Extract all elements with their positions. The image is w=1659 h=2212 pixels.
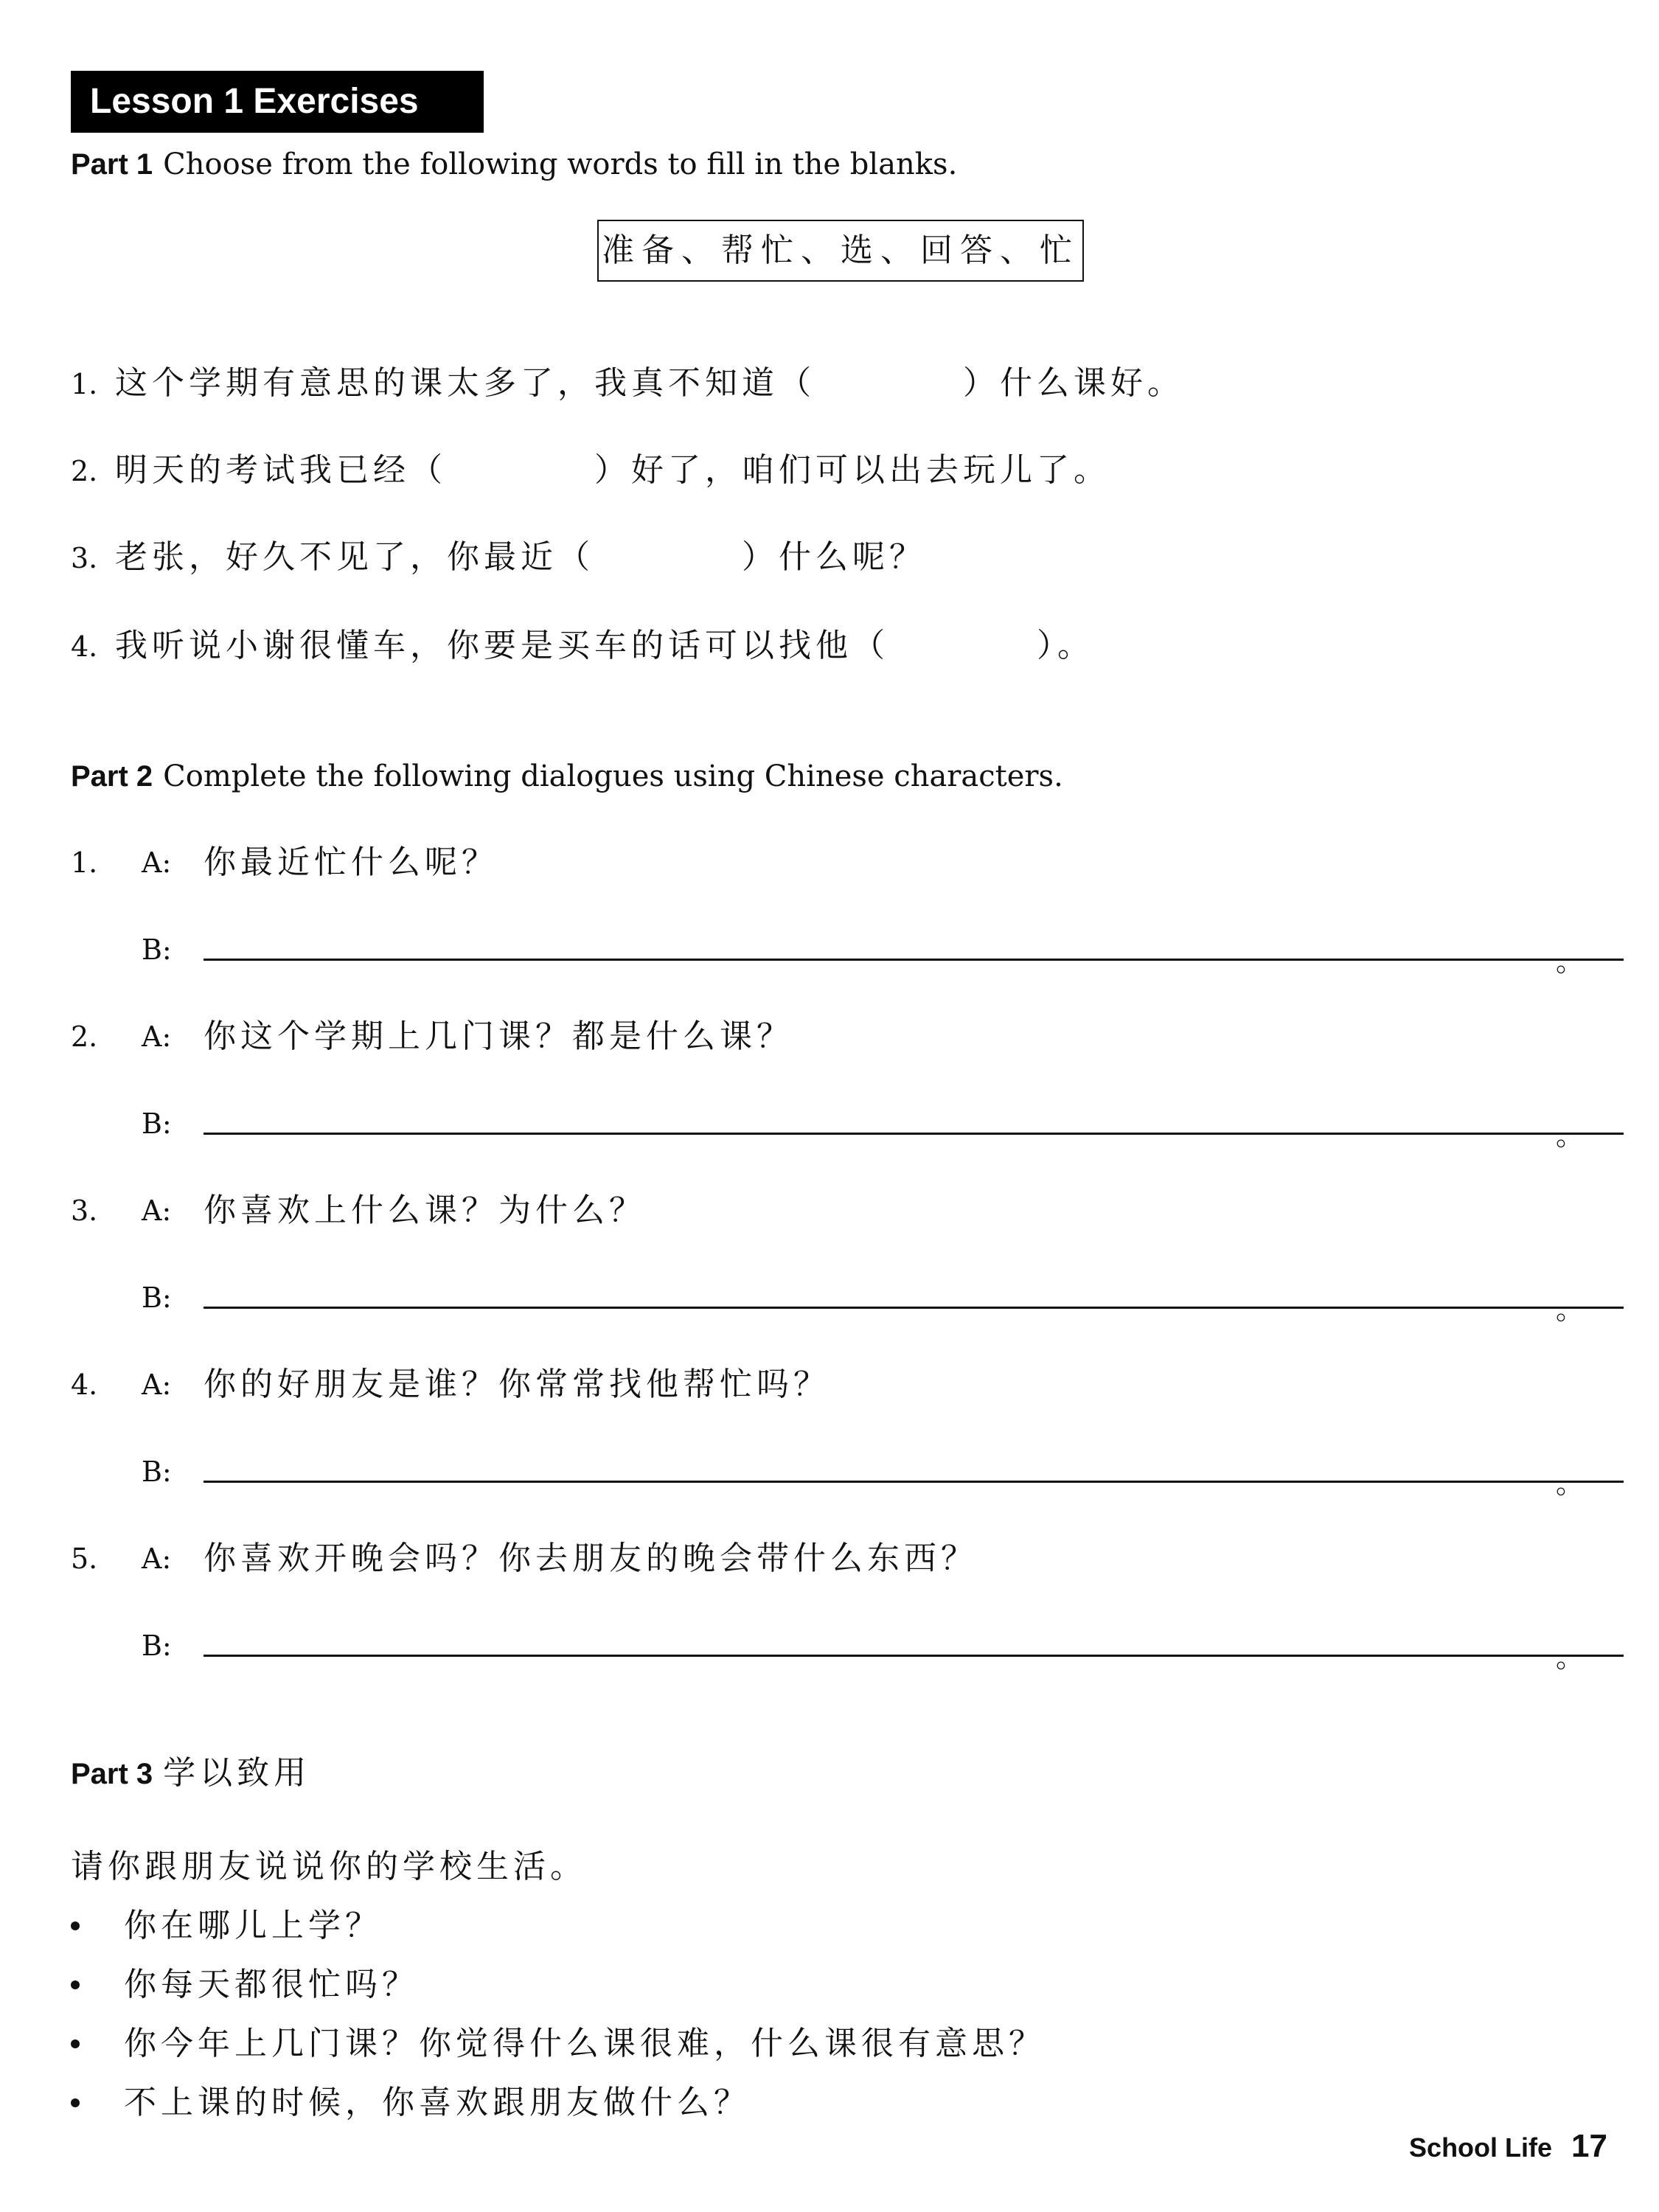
- bullet-dot: [71, 1921, 80, 1930]
- bullet-text: 你每天都很忙吗？: [124, 1966, 419, 2003]
- bullet-text: 你今年上几门课？你觉得什么课很难，什么课很有意思？: [124, 2025, 1046, 2062]
- fill-item: [71, 448, 1110, 493]
- dialogue-number: 5.: [71, 1543, 98, 1575]
- speaker-a: A:: [142, 1020, 172, 1053]
- bullet-text: 不上课的时候，你喜欢跟朋友做什么？: [124, 2084, 751, 2121]
- footer-section: School Life: [1409, 2132, 1553, 2163]
- bullet-dot: [71, 2039, 80, 2048]
- item-text-after: ）。: [1037, 627, 1094, 664]
- bullet-dot: [71, 1980, 80, 1989]
- fill-item: [71, 361, 1184, 406]
- item-number: 3.: [71, 542, 98, 574]
- dialogue-question: 你这个学期上几门课？都是什么课？: [204, 1018, 793, 1055]
- fill-item: [71, 624, 1094, 669]
- bullet-text: 你在哪儿上学？: [124, 1907, 382, 1944]
- dialogue-answer-row: [71, 1102, 1604, 1152]
- dialogue-answer-row: [71, 1276, 1604, 1326]
- dialogue-question: 你喜欢上什么课？为什么？: [204, 1192, 646, 1229]
- answer-line[interactable]: [204, 1481, 1624, 1483]
- answer-period: 。: [1556, 1641, 1585, 1674]
- bullet-dot: [71, 2098, 80, 2107]
- dialogue-question: 你喜欢开晚会吗？你去朋友的晚会带什么东西？: [204, 1540, 978, 1577]
- dialogue-number: 1.: [71, 846, 98, 879]
- part3-label: Part 3: [71, 1758, 153, 1790]
- page-footer: [1409, 2128, 1607, 2165]
- dialogue-question-row: [71, 1189, 1604, 1233]
- speaker-b: B:: [142, 1630, 172, 1662]
- answer-line[interactable]: [204, 1307, 1624, 1309]
- lesson-title: Lesson 1 Exercises: [71, 71, 484, 133]
- answer-period: 。: [1556, 1467, 1585, 1500]
- item-text-before: 我听说小谢很懂车，你要是买车的话可以找他（: [115, 627, 889, 664]
- answer-period: 。: [1556, 945, 1585, 978]
- speaker-a: A:: [142, 846, 172, 879]
- answer-period: 。: [1556, 1293, 1585, 1326]
- answer-line[interactable]: [204, 959, 1624, 961]
- speaker-b: B:: [142, 1455, 172, 1488]
- speaker-a: A:: [142, 1368, 172, 1401]
- part1-instruction: Choose from the following words to fill in the blanks.: [163, 147, 958, 181]
- word-bank: 准备、帮忙、选、回答、忙: [597, 220, 1084, 282]
- part3-heading: [71, 1753, 310, 1794]
- part2-label: Part 2: [71, 760, 153, 793]
- dialogue-number: 4.: [71, 1368, 98, 1401]
- speaker-a: A:: [142, 1543, 172, 1575]
- dialogue-question-row: [71, 1363, 1604, 1407]
- dialogue-question-row: [71, 841, 1604, 885]
- item-number: 2.: [71, 455, 98, 487]
- item-text-before: 明天的考试我已经（: [115, 451, 447, 489]
- speaker-a: A:: [142, 1194, 172, 1227]
- dialogue-answer-row: [71, 1624, 1604, 1674]
- dialogue-number: 3.: [71, 1194, 98, 1227]
- item-text-after: ）好了，咱们可以出去玩儿了。: [594, 451, 1110, 489]
- dialogue-question: 你的好朋友是谁？你常常找他帮忙吗？: [204, 1366, 830, 1403]
- dialogue-question: 你最近忙什么呢？: [204, 844, 498, 881]
- part3-instruction: 学以致用: [163, 1754, 311, 1792]
- answer-period: 。: [1556, 1119, 1585, 1152]
- answer-line[interactable]: [204, 1655, 1624, 1657]
- part2-heading: [71, 757, 1063, 796]
- dialogue-question-row: [71, 1537, 1604, 1581]
- item-number: 1.: [71, 368, 98, 400]
- answer-line[interactable]: [204, 1133, 1624, 1135]
- item-number: 4.: [71, 630, 98, 663]
- item-text-after: ）什么课好。: [963, 364, 1184, 402]
- speaker-b: B:: [142, 933, 172, 966]
- item-text-before: 老张，好久不见了，你最近（: [115, 538, 594, 576]
- dialogue-question-row: [71, 1015, 1604, 1059]
- part1-heading: [71, 145, 957, 184]
- fill-item: [71, 535, 926, 580]
- part1-label: Part 1: [71, 148, 153, 181]
- speaker-b: B:: [142, 1107, 172, 1140]
- speaker-b: B:: [142, 1281, 172, 1314]
- dialogue-answer-row: [71, 928, 1604, 978]
- item-text-after: ）什么呢？: [742, 538, 926, 576]
- part3-prompt: 请你跟朋友说说你的学校生活。: [71, 1848, 587, 1885]
- dialogue-answer-row: [71, 1450, 1604, 1500]
- dialogue-number: 2.: [71, 1020, 98, 1053]
- part2-instruction: Complete the following dialogues using Chinese characters.: [163, 759, 1063, 793]
- page-number: 17: [1571, 2128, 1607, 2164]
- item-text-before: 这个学期有意思的课太多了，我真不知道（: [115, 364, 815, 402]
